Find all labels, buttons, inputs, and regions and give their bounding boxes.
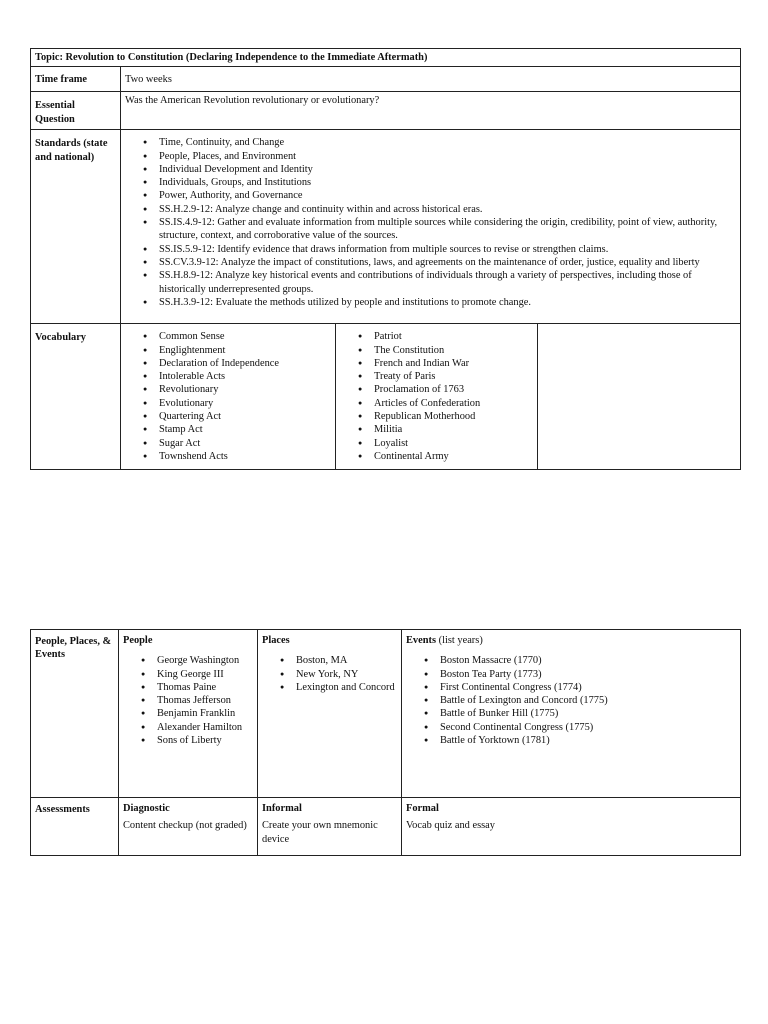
list-item: ● Benjamin Franklin <box>119 707 257 720</box>
diagnostic-text: Content checkup (not graded) <box>123 820 247 832</box>
people-cell <box>119 630 258 798</box>
list-item: ● Militia <box>336 423 537 436</box>
list-item: ● People, Places, and Environment <box>121 150 734 163</box>
list-item: ● The Constitution <box>336 344 537 357</box>
people-places-events-label: People, Places, & Events <box>31 630 119 798</box>
informal-heading: Informal <box>262 803 302 814</box>
list-item: ● Stamp Act <box>121 423 335 436</box>
informal-text: Create your own mnemonic device <box>262 820 378 845</box>
standards-cell <box>121 130 741 324</box>
list-item: ● Individuals, Groups, and Institutions <box>121 176 734 189</box>
places-cell <box>258 630 402 798</box>
list-item: ● Townshend Acts <box>121 450 335 463</box>
list-item: ● Boston Tea Party (1773) <box>402 668 740 681</box>
list-item: ● George Washington <box>119 654 257 667</box>
vocab-column-3 <box>538 324 741 470</box>
list-item: ● SS.H.8.9-12: Analyze key historical events and contributions of individuals through a variety of perspectives, including those of historically underrepresented groups. <box>121 269 734 296</box>
list-item: ● Time, Continuity, and Change <box>121 136 734 149</box>
list-item: ● Loyalist <box>336 437 537 450</box>
formal-text: Vocab quiz and essay <box>406 820 495 832</box>
list-item: ● Quartering Act <box>121 410 335 423</box>
list-item: ● Intolerable Acts <box>121 370 335 383</box>
list-item: ● Battle of Bunker Hill (1775) <box>402 707 740 720</box>
time-frame-value: Two weeks <box>121 67 741 92</box>
vocab-column-1 <box>121 324 336 470</box>
list-item: ● Revolutionary <box>121 383 335 396</box>
events-note: (list years) <box>436 635 483 646</box>
list-item: ● Common Sense <box>121 330 335 343</box>
list-item: ● Declaration of Independence <box>121 357 335 370</box>
list-item: ● Power, Authority, and Governance <box>121 189 734 202</box>
events-heading: Events (list years) <box>406 635 483 646</box>
list-item: ● SS.H.2.9-12: Analyze change and continuity within and across historical eras. <box>121 203 734 216</box>
list-item: ● Thomas Jefferson <box>119 694 257 707</box>
list-item: ● Thomas Paine <box>119 681 257 694</box>
places-list <box>258 649 401 694</box>
list-item: ● Battle of Yorktown (1781) <box>402 734 740 747</box>
assessments-label: Assessments <box>31 798 119 856</box>
list-item: ● Evolutionary <box>121 397 335 410</box>
list-item: ● Sugar Act <box>121 437 335 450</box>
list-item: ● French and Indian War <box>336 357 537 370</box>
list-item: ● Articles of Confederation <box>336 397 537 410</box>
list-item: ● Lexington and Concord <box>258 681 401 694</box>
list-item: ● Englightenment <box>121 344 335 357</box>
places-heading: Places <box>262 635 290 646</box>
formal-heading: Formal <box>406 803 439 814</box>
list-item: ● Sons of Liberty <box>119 734 257 747</box>
standards-label: Standards (state and national) <box>31 130 121 324</box>
diagnostic-cell <box>119 798 258 856</box>
formal-cell <box>402 798 741 856</box>
list-item: ● SS.IS.5.9-12: Identify evidence that draws information from multiple sources to revise or strengthen claims. <box>121 243 734 256</box>
topic-header: Topic: Revolution to Constitution (Declaring Independence to the Immediate Aftermath) <box>31 49 741 67</box>
events-cell <box>402 630 741 798</box>
informal-cell <box>258 798 402 856</box>
list-item: ● First Continental Congress (1774) <box>402 681 740 694</box>
people-heading: People <box>123 635 153 646</box>
unit-plan-table <box>30 48 741 470</box>
list-item: ● Continental Army <box>336 450 537 463</box>
vocab-column-2 <box>336 324 538 470</box>
vocabulary-label: Vocabulary <box>31 324 121 470</box>
list-item: ● Individual Development and Identity <box>121 163 734 176</box>
list-item: ● SS.H.3.9-12: Evaluate the methods utilized by people and institutions to promote change. <box>121 296 734 309</box>
list-item: ● Boston, MA <box>258 654 401 667</box>
list-item: ● SS.IS.4.9-12: Gather and evaluate information from multiple sources while considering the origin, credibility, point of view, authority, structure, context, and corroborative value of the sources. <box>121 216 734 243</box>
list-item: ● Boston Massacre (1770) <box>402 654 740 667</box>
time-frame-label: Time frame <box>31 67 121 92</box>
diagnostic-heading: Diagnostic <box>123 803 170 814</box>
essential-question-label: Essential Question <box>31 92 121 130</box>
list-item: ● Alexander Hamilton <box>119 721 257 734</box>
list-item: ● Republican Motherhood <box>336 410 537 423</box>
list-item: ● Patriot <box>336 330 537 343</box>
essential-question-value: Was the American Revolution revolutionary or evolutionary? <box>121 92 741 130</box>
events-list <box>402 649 740 747</box>
list-item: ● New York, NY <box>258 668 401 681</box>
people-assessments-table <box>30 629 741 856</box>
list-item: ● SS.CV.3.9-12: Analyze the impact of constitutions, laws, and agreements on the maintenance of order, justice, equality and liberty <box>121 256 734 269</box>
standards-list <box>121 130 734 309</box>
list-item: ● Treaty of Paris <box>336 370 537 383</box>
list-item: ● King George III <box>119 668 257 681</box>
people-list <box>119 649 257 747</box>
list-item: ● Proclamation of 1763 <box>336 383 537 396</box>
list-item: ● Battle of Lexington and Concord (1775) <box>402 694 740 707</box>
list-item: ● Second Continental Congress (1775) <box>402 721 740 734</box>
